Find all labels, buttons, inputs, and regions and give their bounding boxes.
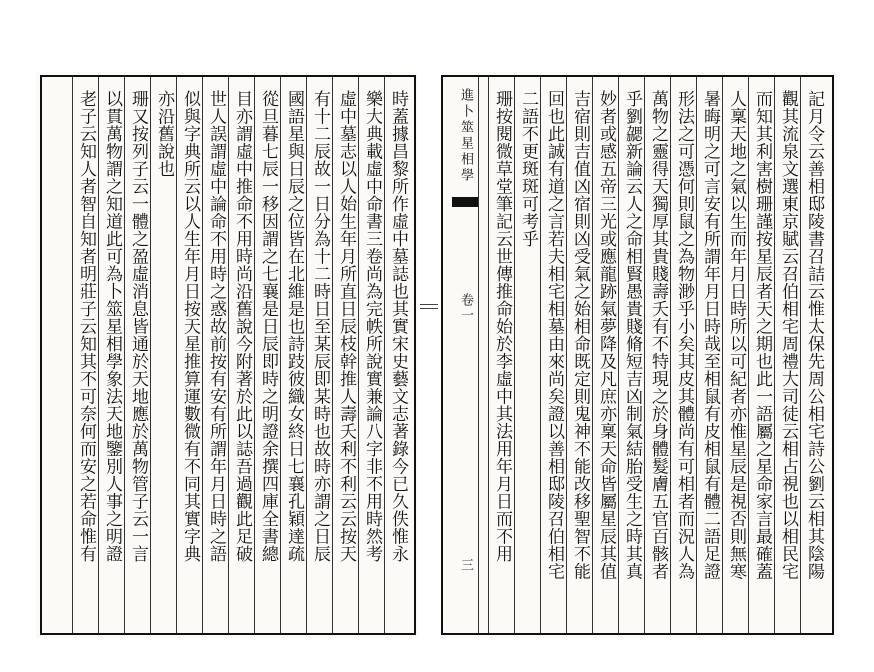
column-rule bbox=[228, 77, 229, 633]
left-column-9: 似與字典所云以人生年月日按天星推算運數微有不同其實字典 bbox=[180, 90, 200, 563]
page-margin-header bbox=[456, 88, 474, 628]
column-rule bbox=[540, 77, 541, 633]
left-column-8: 世人誤謂虛中論命不用時之惑故前按有安有所謂年月日時之語 bbox=[206, 90, 226, 563]
left-column-2: 樂大典載虛中命書三卷尚為完帙所說實兼論八字非不用時然考 bbox=[362, 90, 382, 563]
column-rule bbox=[566, 77, 567, 633]
column-rule bbox=[618, 77, 619, 633]
column-rule bbox=[72, 77, 73, 633]
left-column-4: 有十二辰故一日分為十二時日至某辰即某時也故時亦謂之日辰 bbox=[310, 90, 330, 563]
left-column-13: 老子云知人者智自知者明莊子云知其不可奈何而安之若命惟有 bbox=[76, 90, 96, 563]
right-column-1: 記月令云善相邸陵書召詰云惟太保先周公相宅詩公劉云相其陰陽 bbox=[804, 90, 824, 580]
column-rule bbox=[124, 77, 125, 633]
left-column-12: 以貫萬物謂之知道此可為卜筮星相學象法天地鑒別人事之明證 bbox=[102, 90, 122, 563]
column-rule bbox=[670, 77, 671, 633]
right-column-10: 吉宿則吉值凶宿則凶受氣之始相命既定則鬼神不能改移聖智不能 bbox=[570, 90, 590, 580]
left-column-5: 國語星與日辰之位皆在北維是也詩跂彼織女終日七襄孔穎達疏 bbox=[284, 90, 304, 563]
column-rule bbox=[332, 77, 333, 633]
right-column-12: 二語不更斑斑可考乎 bbox=[518, 90, 538, 248]
margin-rule bbox=[478, 77, 479, 633]
column-rule bbox=[280, 77, 281, 633]
column-rule bbox=[488, 77, 489, 633]
column-rule bbox=[306, 77, 307, 633]
left-column-1: 時蓋據昌黎所作虛中墓誌也其實宋史藝文志著錄今已久佚惟永 bbox=[388, 90, 408, 563]
column-rule bbox=[358, 77, 359, 633]
fish-tail-mark bbox=[452, 197, 478, 207]
right-column-13: 珊按閱微草堂筆記云世傳推命始於李虛中其法用年月日而不用 bbox=[492, 90, 512, 563]
column-rule bbox=[800, 77, 801, 633]
column-rule bbox=[774, 77, 775, 633]
right-column-5: 暑晦明之可言安有所謂年月日時哉至相鼠有皮相鼠有體二語足證 bbox=[700, 90, 720, 580]
column-rule bbox=[696, 77, 697, 633]
column-rule bbox=[514, 77, 515, 633]
page-number: 三 bbox=[458, 558, 473, 571]
right-column-11: 回也此誠有道之言若夫相宅相墓由來尚矣證以善相邸陵召伯相宅 bbox=[544, 90, 564, 580]
volume-label: 卷一 bbox=[458, 293, 473, 323]
book-fold bbox=[418, 298, 440, 316]
column-rule bbox=[592, 77, 593, 633]
left-column-10: 亦沿舊說也 bbox=[154, 90, 174, 178]
book-title: 進卜筮星相學 bbox=[458, 88, 473, 184]
left-column-6: 從旦暮七辰一移因謂之七襄是日辰即時之明證余撰四庫全書總 bbox=[258, 90, 278, 563]
left-column-7: 目亦謂虛中推命不用時尚沿舊說今附著於此以誌吾過觀此足破 bbox=[232, 90, 252, 563]
column-rule bbox=[722, 77, 723, 633]
right-column-3: 而知其利害樹珊謹按星辰者天之期也此一語屬之星命家言最確蓋 bbox=[752, 90, 772, 580]
column-rule bbox=[150, 77, 151, 633]
column-rule bbox=[176, 77, 177, 633]
column-rule bbox=[254, 77, 255, 633]
right-column-2: 觀其流泉文選東京賦云召伯相宅周禮大司徒云相占視也以相民宅 bbox=[778, 90, 798, 580]
column-rule bbox=[384, 77, 385, 633]
left-column-11: 珊又按列子云一體之盈虛消息皆通於天地應於萬物管子云一言 bbox=[128, 90, 148, 563]
right-column-6: 形法之可憑何則鼠之為物渺乎小矣其皮其體尚有可相者而況人為 bbox=[674, 90, 694, 580]
right-column-4: 人稟天地之氣以生而年月日時所以可紀者亦惟星辰是視否則無寒 bbox=[726, 90, 746, 580]
column-rule bbox=[98, 77, 99, 633]
column-rule bbox=[202, 77, 203, 633]
right-column-7: 萬物之靈得天獨厚其貴賤壽夭有不特現之於身體髮膚五官百骸者 bbox=[648, 90, 668, 580]
left-column-3: 虛中墓志以人始生年月所直日辰枝幹推人壽夭利不利云云按天 bbox=[336, 90, 356, 563]
column-rule bbox=[748, 77, 749, 633]
right-column-9: 妙者或感五帝三光或應龍跡氣夢降及凡庶亦稟天命皆屬星辰其值 bbox=[596, 90, 616, 580]
right-column-8: 乎劉勰新論云人之命相賢愚貴賤脩短吉凶制氣結胎受生之時其真 bbox=[622, 90, 642, 580]
column-rule bbox=[644, 77, 645, 633]
